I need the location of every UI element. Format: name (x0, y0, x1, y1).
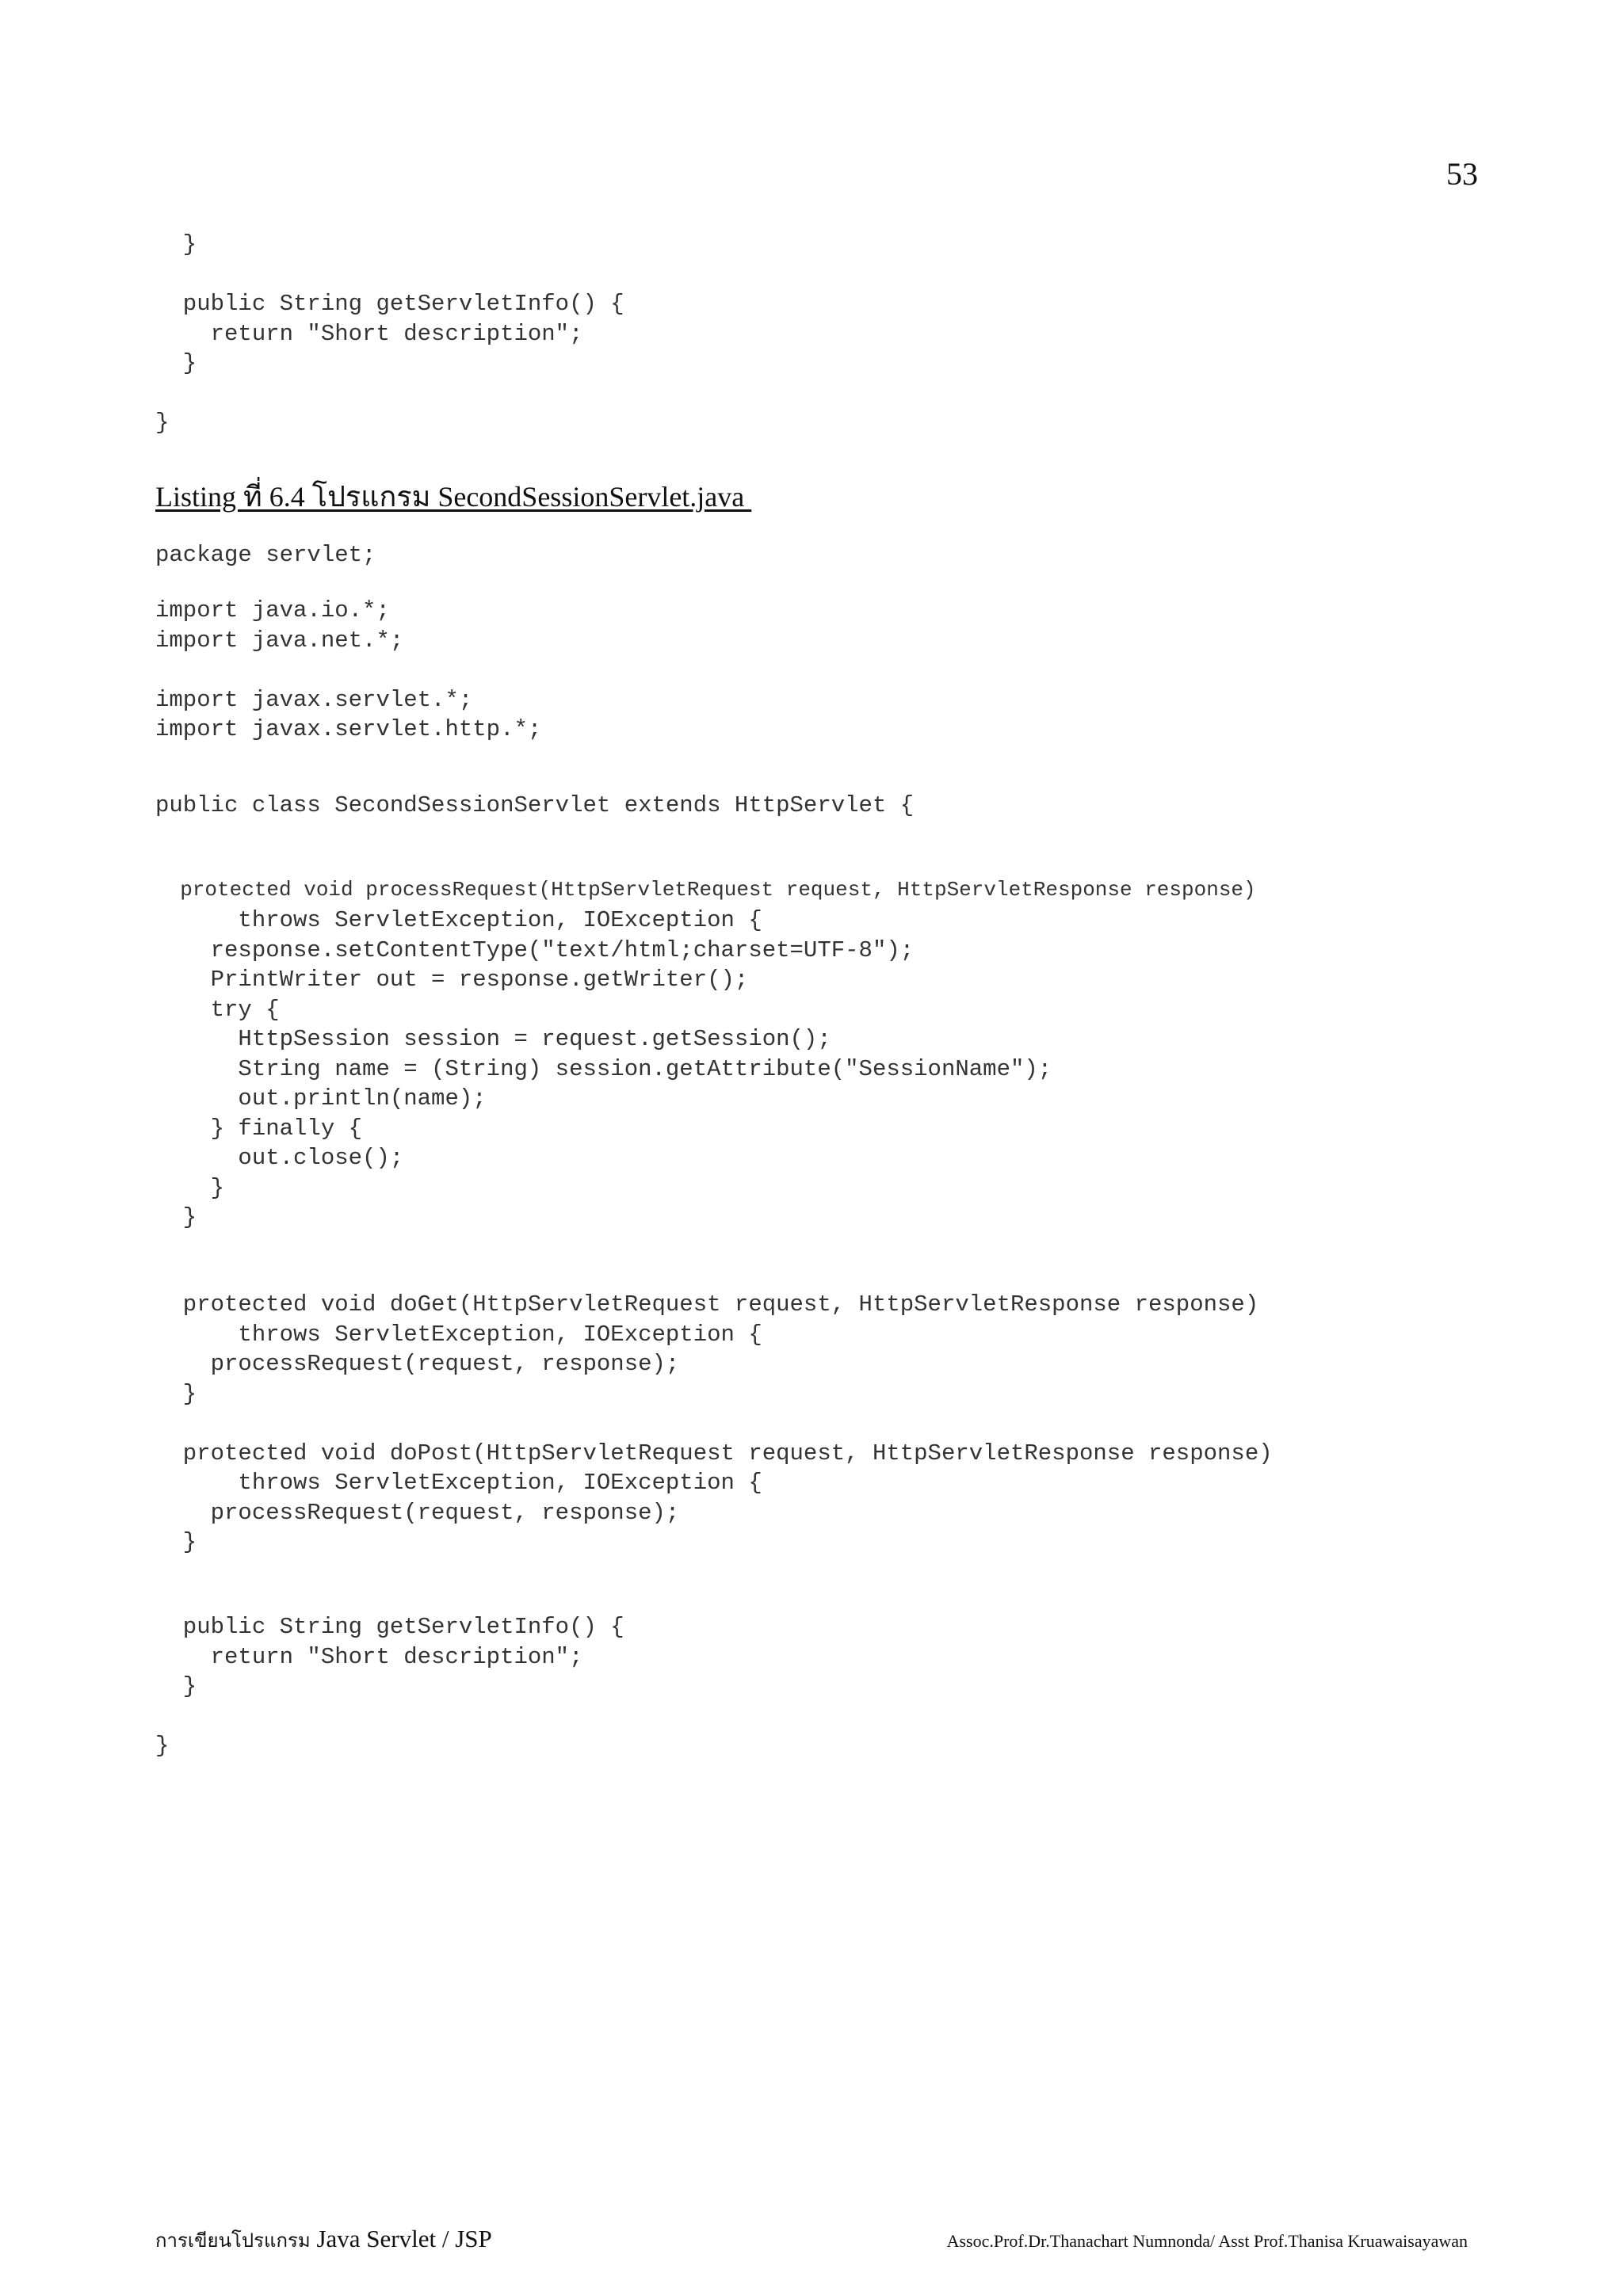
code-doget-dopost: protected void doGet(HttpServletRequest request, HttpServletResponse response) throws ServletException, IOException { processRequest(request, response); } protected void doPost(HttpServletRequest request, HttpServletResponse response) throws ServletException, IOException { processRequest(request, response); } (182, 1291, 1273, 1555)
code-package: package servlet; (155, 542, 376, 568)
code-imports: import java.io.*; import java.net.*; import javax.servlet.*; import javax.servlet.http.*; (155, 597, 542, 742)
code-servlet-info: public String getServletInfo() { return "Short description"; } } (155, 1614, 624, 1759)
listing-title: Listing ที่ 6.4 โปรแกรม SecondSessionServlet.java (155, 481, 752, 513)
footer-left-title: Java Servlet / JSP (310, 2225, 492, 2252)
page-number: 53 (1446, 156, 1478, 192)
code-block-top: } public String getServletInfo() { return "Short description"; } } (155, 231, 624, 436)
footer-left-thai: การเขียนโปรแกรม (155, 2231, 311, 2252)
footer-left (155, 2225, 492, 2256)
footer-right: Assoc.Prof.Dr.Thanachart Numnonda/ Asst Prof.Thanisa Kruawaisayawan (946, 2231, 1468, 2251)
code-class-declaration: public class SecondSessionServlet extends HttpServlet { (155, 792, 915, 818)
code-process-request-body: throws ServletException, IOException { response.setContentType("text/html;charset=UTF-8"); PrintWriter out = response.getWriter(); try { HttpSession session = request.getSession(); String name = (String) session.getAttribute("SessionName"); out.println(name); } finally { out.close(); } } (182, 907, 1052, 1230)
code-process-request-signature: protected void processRequest(HttpServletRequest request, HttpServletResponse response) (155, 878, 1256, 902)
